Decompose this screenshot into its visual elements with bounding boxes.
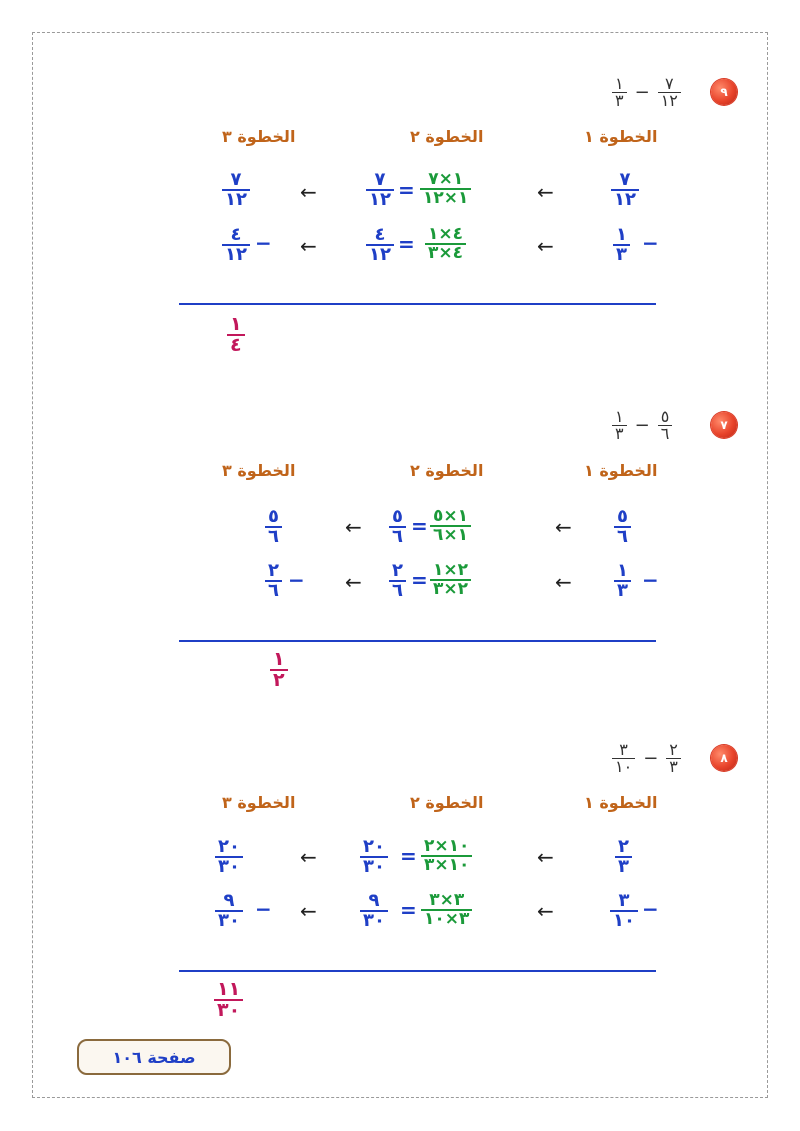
sum-rule [179, 640, 656, 642]
step3-fraction: ٤ ١٢ [222, 226, 250, 264]
step1-fraction: ٧ ١٢ [611, 171, 639, 209]
step2-product-fraction: ١×٧ ١×١٢ [420, 171, 471, 207]
step2-fraction: ٧ ١٢ [366, 171, 394, 209]
minus-sign: − [642, 568, 659, 592]
heading-step-3: الخطوة ٣ [222, 127, 296, 146]
step2-fraction: ٥ ٦ [389, 508, 406, 546]
step2-fraction: ٤ ١٢ [366, 226, 394, 264]
equals-sign: = [411, 568, 428, 592]
fraction-b: $\frac{١}{٣}$ [612, 76, 627, 109]
step2-product-fraction: ٤×١ ٤×٣ [425, 226, 466, 262]
step1-fraction: ٣ ١٠ [610, 892, 638, 930]
problem-expression [612, 742, 681, 775]
heading-step-2: الخطوة ٢ [410, 461, 484, 480]
arrow-icon: ← [537, 845, 554, 869]
result-fraction: ١ ٤ [227, 315, 245, 355]
step2-product-fraction: ١٠×٢ ١٠×٣ [421, 838, 472, 874]
minus-sign: − [642, 231, 659, 255]
fraction-b: $\frac{١}{٣}$ [612, 409, 627, 442]
page-number-label: صفحة ١٠٦ [77, 1039, 231, 1075]
equals-sign: = [411, 514, 428, 538]
arrow-icon: ← [300, 180, 317, 204]
step1-fraction: ١ ٣ [613, 226, 630, 264]
equals-sign: = [400, 898, 417, 922]
heading-step-2: الخطوة ٢ [410, 127, 484, 146]
heading-step-1: الخطوة ١ [584, 793, 658, 812]
step2-fraction: ٩ ٣٠ [360, 892, 388, 930]
step3-fraction: ٩ ٣٠ [215, 892, 243, 930]
step3-fraction: ٢٠ ٣٠ [215, 838, 243, 876]
heading-step-3: الخطوة ٣ [222, 793, 296, 812]
problem-expression [612, 76, 681, 109]
result-fraction: ١١ ٣٠ [214, 980, 243, 1020]
arrow-icon: ← [537, 899, 554, 923]
fraction-b: $\frac{٣}{١٠}$ [612, 742, 635, 775]
step3-fraction: ٢ ٦ [265, 562, 282, 600]
equals-sign: = [398, 178, 415, 202]
step2-product-fraction: ٣×٣ ٣×١٠ [421, 892, 472, 928]
result-fraction: ١ ٢ [270, 650, 288, 690]
step1-fraction: ٢ ٣ [615, 838, 632, 876]
step2-fraction: ٢ ٦ [389, 562, 406, 600]
arrow-icon: ← [345, 515, 362, 539]
minus-sign: − [288, 568, 305, 592]
step1-fraction: ٥ ٦ [614, 508, 631, 546]
problem-number-badge: ٨ [711, 745, 737, 771]
heading-step-3: الخطوة ٣ [222, 461, 296, 480]
equals-sign: = [398, 232, 415, 256]
arrow-icon: ← [537, 234, 554, 258]
fraction-a: $\frac{٧}{١٢}$ [658, 76, 681, 109]
minus-sign: − [255, 897, 272, 921]
heading-step-1: الخطوة ١ [584, 461, 658, 480]
problem-expression [612, 409, 672, 442]
arrow-icon: ← [300, 845, 317, 869]
sum-rule [179, 970, 656, 972]
step2-product-fraction: ١×٥ ١×٦ [430, 508, 471, 544]
step2-fraction: ٢٠ ٣٠ [360, 838, 388, 876]
arrow-icon: ← [345, 570, 362, 594]
minus-sign: − [255, 231, 272, 255]
minus-sign: − [634, 415, 650, 436]
step1-fraction: ١ ٣ [614, 562, 631, 600]
arrow-icon: ← [555, 515, 572, 539]
step3-fraction: ٧ ١٢ [222, 171, 250, 209]
arrow-icon: ← [555, 570, 572, 594]
step2-product-fraction: ٢×١ ٢×٣ [430, 562, 471, 598]
sum-rule [179, 303, 656, 305]
minus-sign: − [643, 748, 659, 769]
problem-number-badge: ٩ [711, 79, 737, 105]
arrow-icon: ← [537, 180, 554, 204]
minus-sign: − [642, 897, 659, 921]
arrow-icon: ← [300, 899, 317, 923]
arrow-icon: ← [300, 234, 317, 258]
heading-step-1: الخطوة ١ [584, 127, 658, 146]
heading-step-2: الخطوة ٢ [410, 793, 484, 812]
fraction-a: $\frac{٢}{٣}$ [666, 742, 681, 775]
minus-sign: − [634, 82, 650, 103]
equals-sign: = [400, 844, 417, 868]
problem-number-badge: ٧ [711, 412, 737, 438]
fraction-a: $\frac{٥}{٦}$ [658, 409, 673, 442]
step3-fraction: ٥ ٦ [265, 508, 282, 546]
